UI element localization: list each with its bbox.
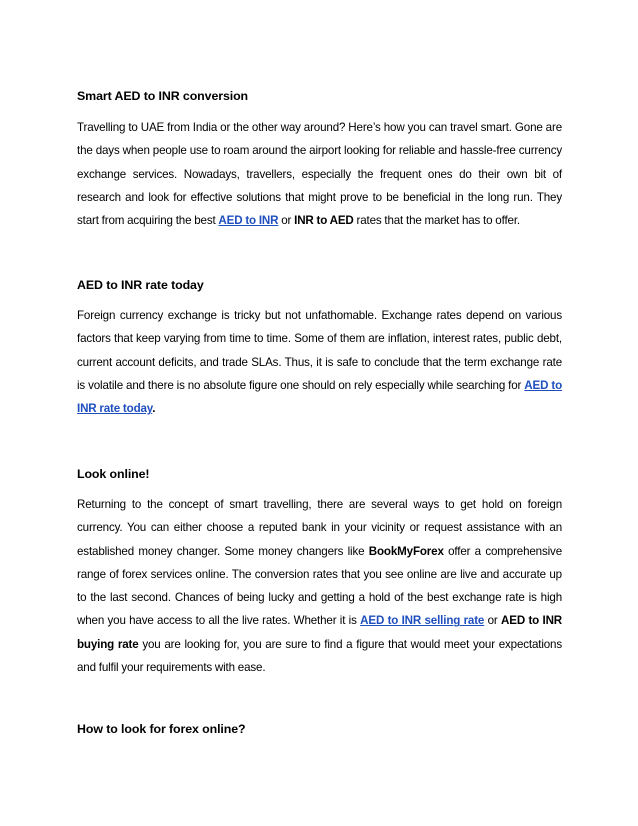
bold-aed-to-inr-buying-rate: AED to INR buying rate <box>77 614 563 651</box>
link-aed-to-inr[interactable]: AED to INR <box>218 214 279 228</box>
bold-bookmyforex: BookMyForex <box>368 544 444 558</box>
paragraph-rate-today <box>77 304 562 420</box>
paragraph-text: Returning to the concept of smart travelling, there are several ways to get hold on foreign currency. You can either choose a reputed bank in your vicinity or request assistance with an established money changer. Some money changers like <box>77 498 562 558</box>
paragraph-text: you are looking for, you are sure to find a figure that would meet your expectations and fulfil your requirements with ease. <box>77 637 562 675</box>
heading-look-online: Look online! <box>77 467 150 481</box>
link-aed-to-inr-selling-rate[interactable]: AED to INR selling rate <box>360 614 485 628</box>
paragraph-text: . <box>152 402 156 416</box>
paragraph-smart-conversion <box>77 116 562 232</box>
paragraph-text: offer a comprehensive range of forex services online. The conversion rates that you see online are live and accurate up to the last second. Chances of being lucky and getting a hold of the best exchange rate is high when you have access to all the live rates. Whether it is <box>77 544 562 628</box>
document-page <box>77 0 562 826</box>
heading-smart-conversion: Smart AED to INR conversion <box>77 89 249 103</box>
heading-rate-today: AED to INR rate today <box>77 278 204 292</box>
heading-how-to-look-online: How to look for forex online? <box>77 722 246 736</box>
paragraph-look-online <box>77 493 562 679</box>
paragraph-text: Travelling to UAE from India or the other way around? Here’s how you can travel smart. Gone are the days when people use to roam around the airport looking for reliable and hassle-free currency exchange services. Nowadays, travellers, especially the frequent ones do their own bit of research and look for effective solutions that might prove to be beneficial in the long run. They start from acquiring the best <box>77 121 562 228</box>
paragraph-text: or <box>484 614 502 628</box>
paragraph-text: Foreign currency exchange is tricky but not unfathomable. Exchange rates depend on various factors that keep varying from time to time. Some of them are inflation, interest rates, public debt, current account deficits, and trade SLAs. Thus, it is safe to conclude that the term exchange rate is volatile and there is no absolute figure one should on rely especially while searching for <box>77 309 562 392</box>
paragraph-text: or <box>278 214 295 228</box>
paragraph-text: rates that the market has to offer. <box>353 214 520 228</box>
link-aed-to-inr-rate-today[interactable]: AED to INR rate today <box>77 378 562 416</box>
bold-inr-to-aed: INR to AED <box>294 214 354 228</box>
